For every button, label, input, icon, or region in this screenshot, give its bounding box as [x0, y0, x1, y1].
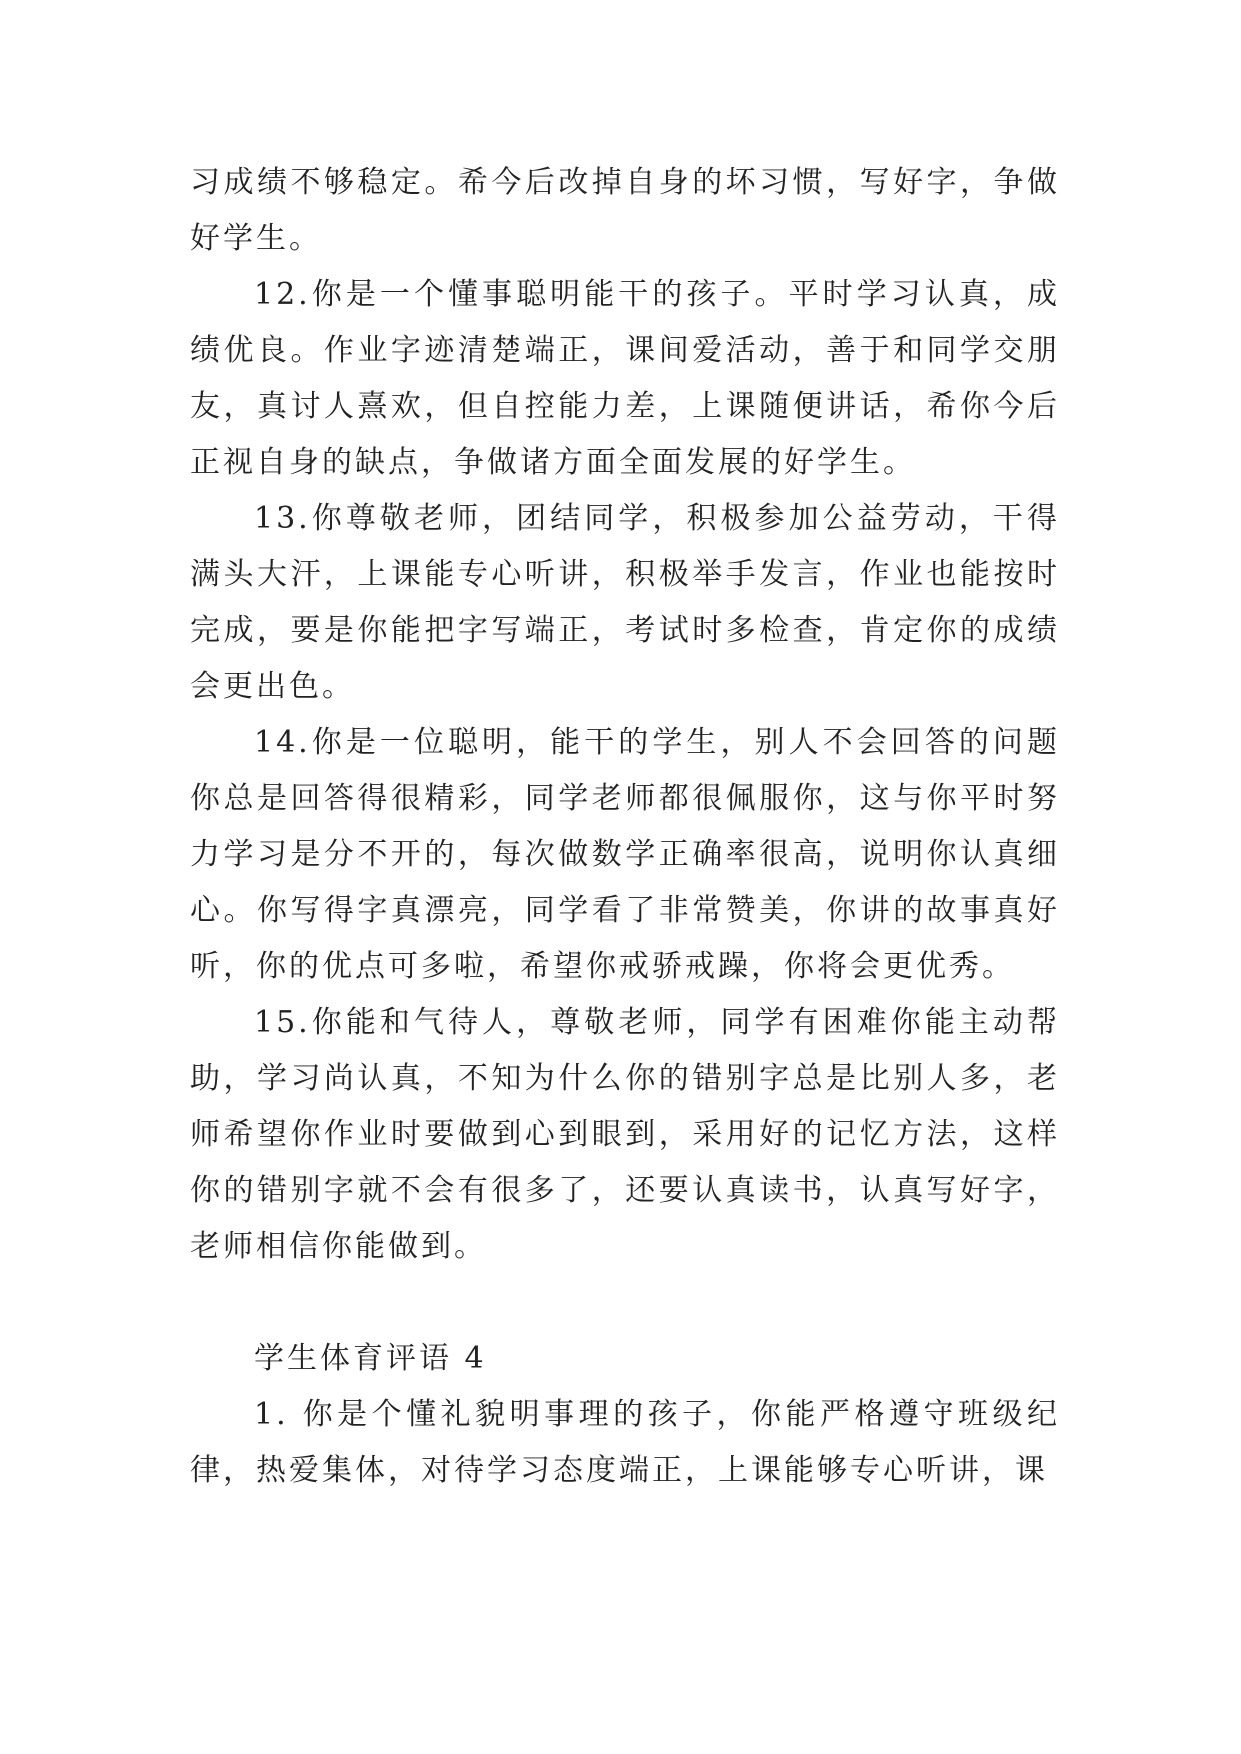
carryover-paragraph: 习成绩不够稳定。希今后改掉自身的坏习惯，写好字，争做好学生。 [190, 165, 1060, 256]
document-body [190, 155, 1060, 1499]
comment-paragraph-14: 14.你是一位聪明，能干的学生，别人不会回答的问题你总是回答得很精彩，同学老师都很佩服你，这与你平时努力学习是分不开的，每次做数学正确率很高，说明你认真细心。你写得字真漂亮，同学看了非常赞美，你讲的故事真好听，你的优点可多啦，希望你戒骄戒躁，你将会更优秀。 [190, 725, 1060, 984]
comment-paragraph-12: 12.你是一个懂事聪明能干的孩子。平时学习认真，成绩优良。作业字迹清楚端正，课间爱活动，善于和同学交朋友，真讨人熹欢，但自控能力差，上课随便讲话，希你今后正视自身的缺点，争做诸方面全面发展的好学生。 [190, 277, 1060, 480]
section-title: 学生体育评语 4 [254, 1341, 487, 1376]
comment-paragraph-15: 15.你能和气待人，尊敬老师，同学有困难你能主动帮助，学习尚认真，不知为什么你的错别字总是比别人多，老师希望你作业时要做到心到眼到，采用好的记忆方法，这样你的错别字就不会有很多了，还要认真读书，认真写好字，老师相信你能做到。 [190, 1005, 1060, 1264]
comment-paragraph-13: 13.你尊敬老师，团结同学，积极参加公益劳动，干得满头大汗，上课能专心听讲，积极举手发言，作业也能按时完成，要是你能把字写端正，考试时多检查，肯定你的成绩会更出色。 [190, 501, 1060, 704]
section-comment-paragraph-1: 1. 你是个懂礼貌明事理的孩子，你能严格遵守班级纪律，热爱集体，对待学习态度端正，上课能够专心听讲，课 [190, 1397, 1060, 1488]
